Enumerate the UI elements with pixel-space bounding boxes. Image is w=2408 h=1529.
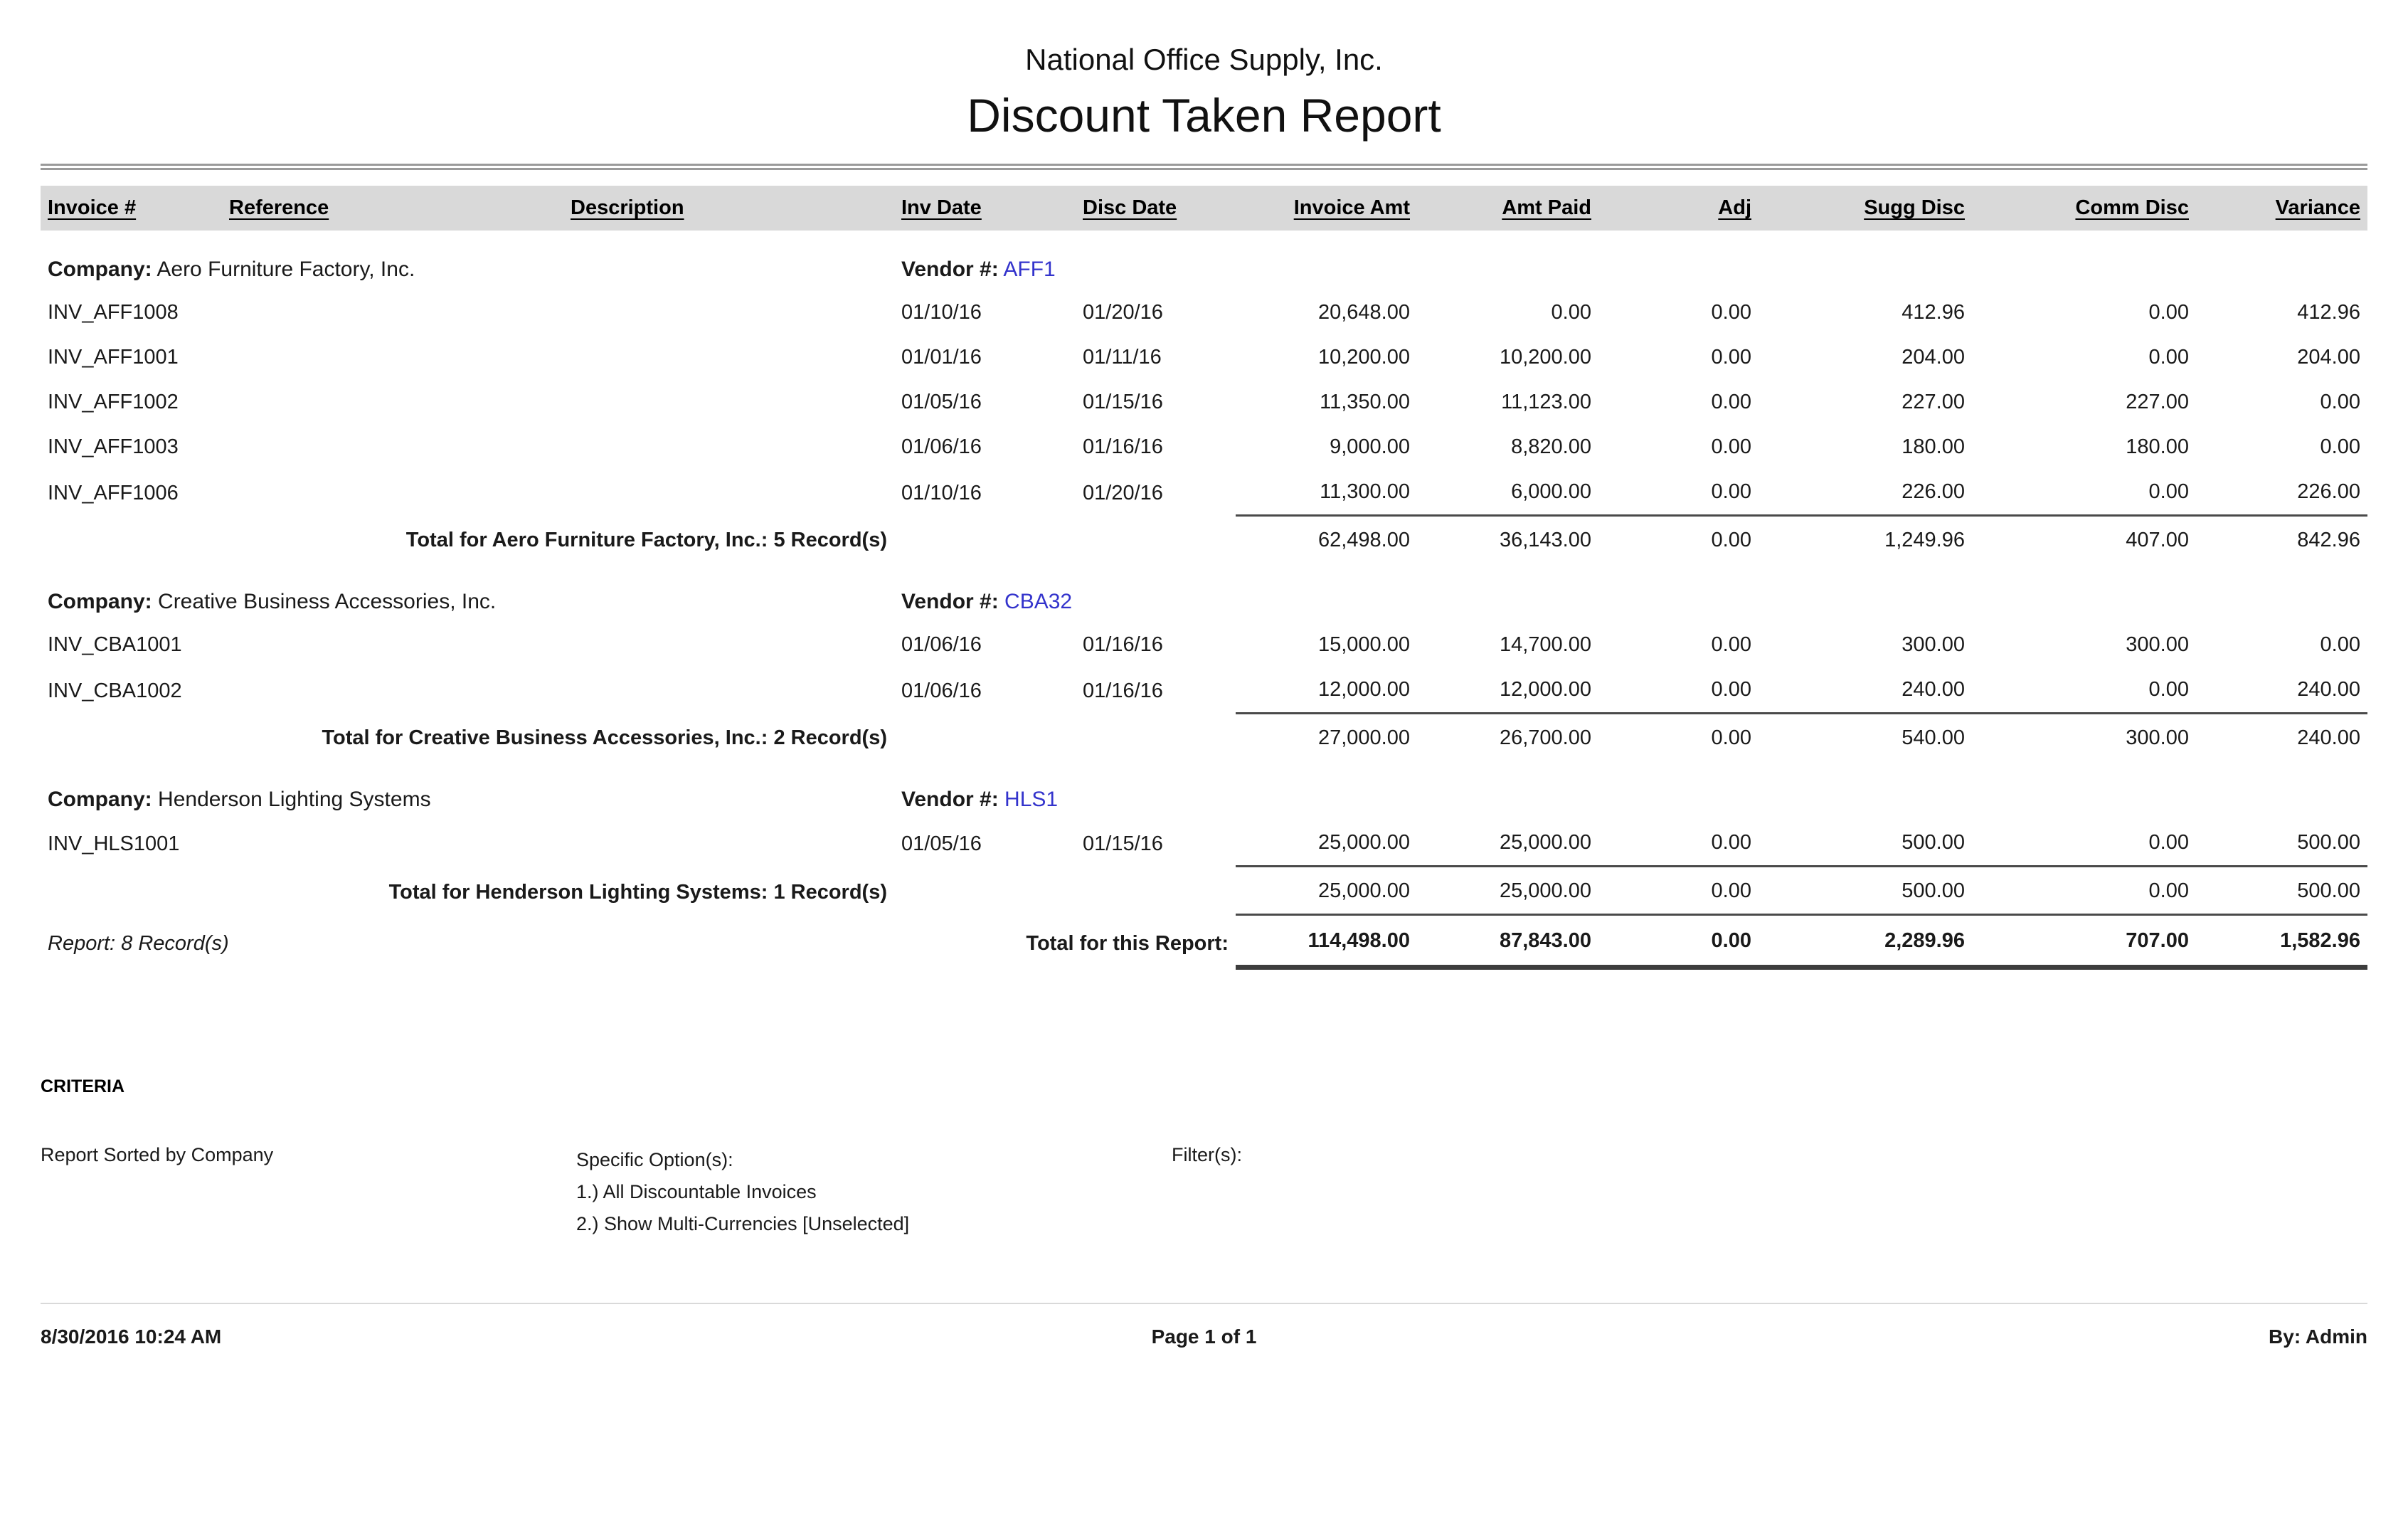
sugg-disc-cell: 180.00 — [1902, 435, 1965, 458]
sugg-disc-cell: 240.00 — [1902, 678, 1965, 701]
report-total-sugg-disc: 2,289.96 — [1759, 915, 1972, 968]
invoice-amt-cell: 11,350.00 — [1320, 391, 1410, 413]
report-table — [41, 186, 2367, 970]
report-total-invoice-amt: 114,498.00 — [1236, 915, 1417, 968]
specific-option-item: 1.) All Discountable Invoices — [576, 1181, 817, 1202]
invoice-row — [41, 667, 2367, 714]
description-cell — [563, 290, 894, 335]
report-author: By: Admin — [2269, 1326, 2367, 1348]
company-label: Company: — [48, 788, 152, 811]
report-header — [41, 43, 2367, 142]
disc-date-cell: 01/16/16 — [1083, 435, 1163, 458]
description-cell — [563, 623, 894, 667]
invoice-row — [41, 820, 2367, 867]
header-divider — [41, 164, 2367, 170]
description-cell — [563, 667, 894, 714]
variance-cell: 500.00 — [2297, 831, 2360, 854]
company-value: Aero Furniture Factory, Inc. — [157, 258, 415, 281]
total-variance: 240.00 — [2196, 714, 2367, 761]
comm-disc-cell: 0.00 — [2148, 678, 2189, 701]
reference-cell — [222, 425, 563, 470]
report-total-row — [41, 915, 2367, 968]
disc-date-cell: 01/16/16 — [1083, 679, 1163, 702]
total-invoice-amt: 62,498.00 — [1236, 516, 1417, 564]
description-cell — [563, 425, 894, 470]
reference-cell — [222, 820, 563, 867]
company-value: Creative Business Accessories, Inc. — [158, 590, 497, 613]
report-total-amt-paid: 87,843.00 — [1417, 915, 1598, 968]
criteria-specific-options — [576, 1144, 1172, 1240]
reference-cell — [222, 290, 563, 335]
comm-disc-cell: 0.00 — [2148, 480, 2189, 503]
total-comm-disc: 300.00 — [1972, 714, 2196, 761]
invoice-number-cell: INV_CBA1002 — [48, 679, 182, 702]
disc-date-cell: 01/16/16 — [1083, 633, 1163, 656]
comm-disc-cell: 300.00 — [2126, 633, 2189, 656]
generated-datetime: 8/30/2016 10:24 AM — [41, 1326, 222, 1348]
criteria-heading: CRITERIA — [41, 1076, 125, 1096]
invoice-number-cell: INV_CBA1001 — [48, 633, 182, 656]
total-comm-disc: 0.00 — [1972, 867, 2196, 915]
report-total-label: Total for this Report: — [1026, 931, 1229, 955]
company-name: National Office Supply, Inc. — [1025, 43, 1383, 76]
inv-date-cell: 01/06/16 — [901, 435, 982, 458]
sugg-disc-cell: 412.96 — [1902, 301, 1965, 324]
criteria-section — [41, 1076, 2367, 1240]
column-label: Disc Date — [1083, 196, 1177, 219]
description-cell — [563, 335, 894, 380]
table-header-row — [41, 186, 2367, 231]
total-comm-disc: 407.00 — [1972, 516, 2196, 564]
amt-paid-cell: 6,000.00 — [1511, 480, 1591, 503]
company-label: Company: — [48, 590, 152, 613]
company-group-header — [41, 563, 2367, 623]
invoice-number-cell: INV_AFF1002 — [48, 391, 179, 413]
variance-cell: 204.00 — [2297, 346, 2360, 369]
column-label: Amt Paid — [1502, 196, 1591, 219]
reference-cell — [222, 667, 563, 714]
page-footer — [41, 1303, 2367, 1348]
amt-paid-cell: 11,123.00 — [1501, 391, 1591, 413]
adj-cell: 0.00 — [1711, 301, 1751, 324]
adj-cell: 0.00 — [1711, 831, 1751, 854]
total-sugg-disc: 500.00 — [1759, 867, 1972, 915]
variance-cell: 0.00 — [2320, 435, 2360, 458]
total-adj: 0.00 — [1598, 867, 1759, 915]
specific-option-item: 2.) Show Multi-Currencies [Unselected] — [576, 1213, 910, 1234]
disc-date-cell: 01/11/16 — [1083, 346, 1162, 369]
reference-cell — [222, 335, 563, 380]
description-cell — [563, 820, 894, 867]
total-amt-paid: 26,700.00 — [1417, 714, 1598, 761]
page-number: Page 1 of 1 — [1151, 1326, 1257, 1348]
column-header-description — [563, 186, 894, 231]
company-group-header — [41, 231, 2367, 290]
reference-cell — [222, 380, 563, 425]
amt-paid-cell: 10,200.00 — [1499, 346, 1591, 369]
variance-cell: 240.00 — [2297, 678, 2360, 701]
column-label: Adj — [1718, 196, 1751, 219]
sugg-disc-cell: 226.00 — [1902, 480, 1965, 503]
inv-date-cell: 01/06/16 — [901, 679, 982, 702]
description-cell — [563, 470, 894, 516]
invoice-row — [41, 335, 2367, 380]
adj-cell: 0.00 — [1711, 391, 1751, 413]
inv-date-cell: 01/10/16 — [901, 481, 982, 504]
adj-cell: 0.00 — [1711, 435, 1751, 458]
variance-cell: 226.00 — [2297, 480, 2360, 503]
sugg-disc-cell: 204.00 — [1902, 346, 1965, 369]
variance-cell: 0.00 — [2320, 633, 2360, 656]
total-adj: 0.00 — [1598, 516, 1759, 564]
comm-disc-cell: 227.00 — [2126, 391, 2189, 413]
invoice-row — [41, 623, 2367, 667]
group-total-row — [41, 714, 2367, 761]
column-label: Description — [571, 196, 684, 219]
inv-date-cell: 01/05/16 — [901, 832, 982, 855]
invoice-amt-cell: 15,000.00 — [1317, 633, 1410, 656]
invoice-row — [41, 290, 2367, 335]
inv-date-cell: 01/10/16 — [901, 301, 982, 324]
vendor-label: Vendor #: — [901, 258, 999, 281]
amt-paid-cell: 12,000.00 — [1499, 678, 1591, 701]
company-label: Company: — [48, 258, 152, 281]
column-label: Invoice Amt — [1293, 196, 1410, 219]
invoice-row — [41, 470, 2367, 516]
company-value: Henderson Lighting Systems — [158, 788, 431, 811]
total-sugg-disc: 1,249.96 — [1759, 516, 1972, 564]
invoice-amt-cell: 9,000.00 — [1330, 435, 1410, 458]
group-total-label: Total for Creative Business Accessories, Inc.: 2 Record(s) — [322, 726, 887, 749]
report-total-variance: 1,582.96 — [2196, 915, 2367, 968]
inv-date-cell: 01/06/16 — [901, 633, 982, 656]
column-label: Reference — [229, 196, 329, 219]
total-amt-paid: 25,000.00 — [1417, 867, 1598, 915]
amt-paid-cell: 0.00 — [1551, 301, 1591, 324]
adj-cell: 0.00 — [1711, 346, 1751, 369]
report-record-count: Report: 8 Record(s) — [48, 931, 229, 955]
total-variance: 842.96 — [2196, 516, 2367, 564]
invoice-amt-cell: 11,300.00 — [1320, 480, 1410, 503]
vendor-code-link[interactable]: CBA32 — [1004, 590, 1073, 613]
reference-cell — [222, 470, 563, 516]
column-header-invoice-amt — [1236, 186, 1417, 231]
report-total-comm-disc: 707.00 — [1972, 915, 2196, 968]
column-label: Inv Date — [901, 196, 982, 219]
column-label: Invoice # — [48, 196, 137, 219]
report-total-adj: 0.00 — [1598, 915, 1759, 968]
company-group-header — [41, 761, 2367, 820]
comm-disc-cell: 0.00 — [2148, 346, 2189, 369]
column-header-comm-disc — [1972, 186, 2196, 231]
inv-date-cell: 01/05/16 — [901, 391, 982, 413]
column-header-sugg-disc — [1759, 186, 1972, 231]
group-total-row — [41, 867, 2367, 915]
adj-cell: 0.00 — [1711, 633, 1751, 656]
specific-options-label: Specific Option(s): — [576, 1149, 733, 1170]
column-header-amt-paid — [1417, 186, 1598, 231]
invoice-number-cell: INV_AFF1008 — [48, 301, 179, 324]
variance-cell: 0.00 — [2320, 391, 2360, 413]
group-total-label: Total for Henderson Lighting Systems: 1 Record(s) — [388, 880, 887, 904]
column-label: Comm Disc — [2075, 196, 2189, 219]
invoice-amt-cell: 10,200.00 — [1317, 346, 1410, 369]
total-adj: 0.00 — [1598, 714, 1759, 761]
comm-disc-cell: 180.00 — [2126, 435, 2189, 458]
total-variance: 500.00 — [2196, 867, 2367, 915]
invoice-number-cell: INV_HLS1001 — [48, 832, 180, 855]
column-label: Variance — [2275, 196, 2360, 219]
invoice-number-cell: INV_AFF1001 — [48, 346, 179, 369]
disc-date-cell: 01/20/16 — [1083, 481, 1163, 504]
total-invoice-amt: 27,000.00 — [1236, 714, 1417, 761]
sugg-disc-cell: 500.00 — [1902, 831, 1965, 854]
page-title: Discount Taken Report — [967, 89, 1441, 142]
criteria-filters-label: Filter(s): — [1172, 1144, 1242, 1165]
comm-disc-cell: 0.00 — [2148, 831, 2189, 854]
invoice-row — [41, 425, 2367, 470]
invoice-number-cell: INV_AFF1003 — [48, 435, 179, 458]
column-header-invoice — [41, 186, 222, 231]
vendor-code-link[interactable]: AFF1 — [1003, 258, 1056, 281]
amt-paid-cell: 14,700.00 — [1499, 633, 1591, 656]
total-invoice-amt: 25,000.00 — [1236, 867, 1417, 915]
criteria-columns — [41, 1144, 2367, 1240]
disc-date-cell: 01/15/16 — [1083, 391, 1163, 413]
column-header-variance — [2196, 186, 2367, 231]
amt-paid-cell: 8,820.00 — [1511, 435, 1591, 458]
total-sugg-disc: 540.00 — [1759, 714, 1972, 761]
sugg-disc-cell: 300.00 — [1902, 633, 1965, 656]
criteria-sorted-by: Report Sorted by Company — [41, 1144, 274, 1165]
description-cell — [563, 380, 894, 425]
adj-cell: 0.00 — [1711, 480, 1751, 503]
disc-date-cell: 01/15/16 — [1083, 832, 1163, 855]
invoice-amt-cell: 20,648.00 — [1317, 301, 1410, 324]
invoice-row — [41, 380, 2367, 425]
inv-date-cell: 01/01/16 — [901, 346, 982, 369]
invoice-amt-cell: 25,000.00 — [1317, 831, 1410, 854]
vendor-label: Vendor #: — [901, 788, 999, 811]
adj-cell: 0.00 — [1711, 678, 1751, 701]
group-total-row — [41, 516, 2367, 564]
invoice-number-cell: INV_AFF1006 — [48, 481, 179, 504]
vendor-label: Vendor #: — [901, 590, 999, 613]
reference-cell — [222, 623, 563, 667]
invoice-amt-cell: 12,000.00 — [1317, 678, 1410, 701]
variance-cell: 412.96 — [2297, 301, 2360, 324]
column-header-inv-date — [894, 186, 1076, 231]
vendor-code-link[interactable]: HLS1 — [1004, 788, 1059, 811]
comm-disc-cell: 0.00 — [2148, 301, 2189, 324]
total-amt-paid: 36,143.00 — [1417, 516, 1598, 564]
column-label: Sugg Disc — [1864, 196, 1965, 219]
amt-paid-cell: 25,000.00 — [1499, 831, 1591, 854]
group-total-label: Total for Aero Furniture Factory, Inc.: 5 Record(s) — [405, 529, 887, 551]
column-header-disc-date — [1076, 186, 1236, 231]
sugg-disc-cell: 227.00 — [1902, 391, 1965, 413]
disc-date-cell: 01/20/16 — [1083, 301, 1163, 324]
column-header-adj — [1598, 186, 1759, 231]
column-header-reference — [222, 186, 563, 231]
